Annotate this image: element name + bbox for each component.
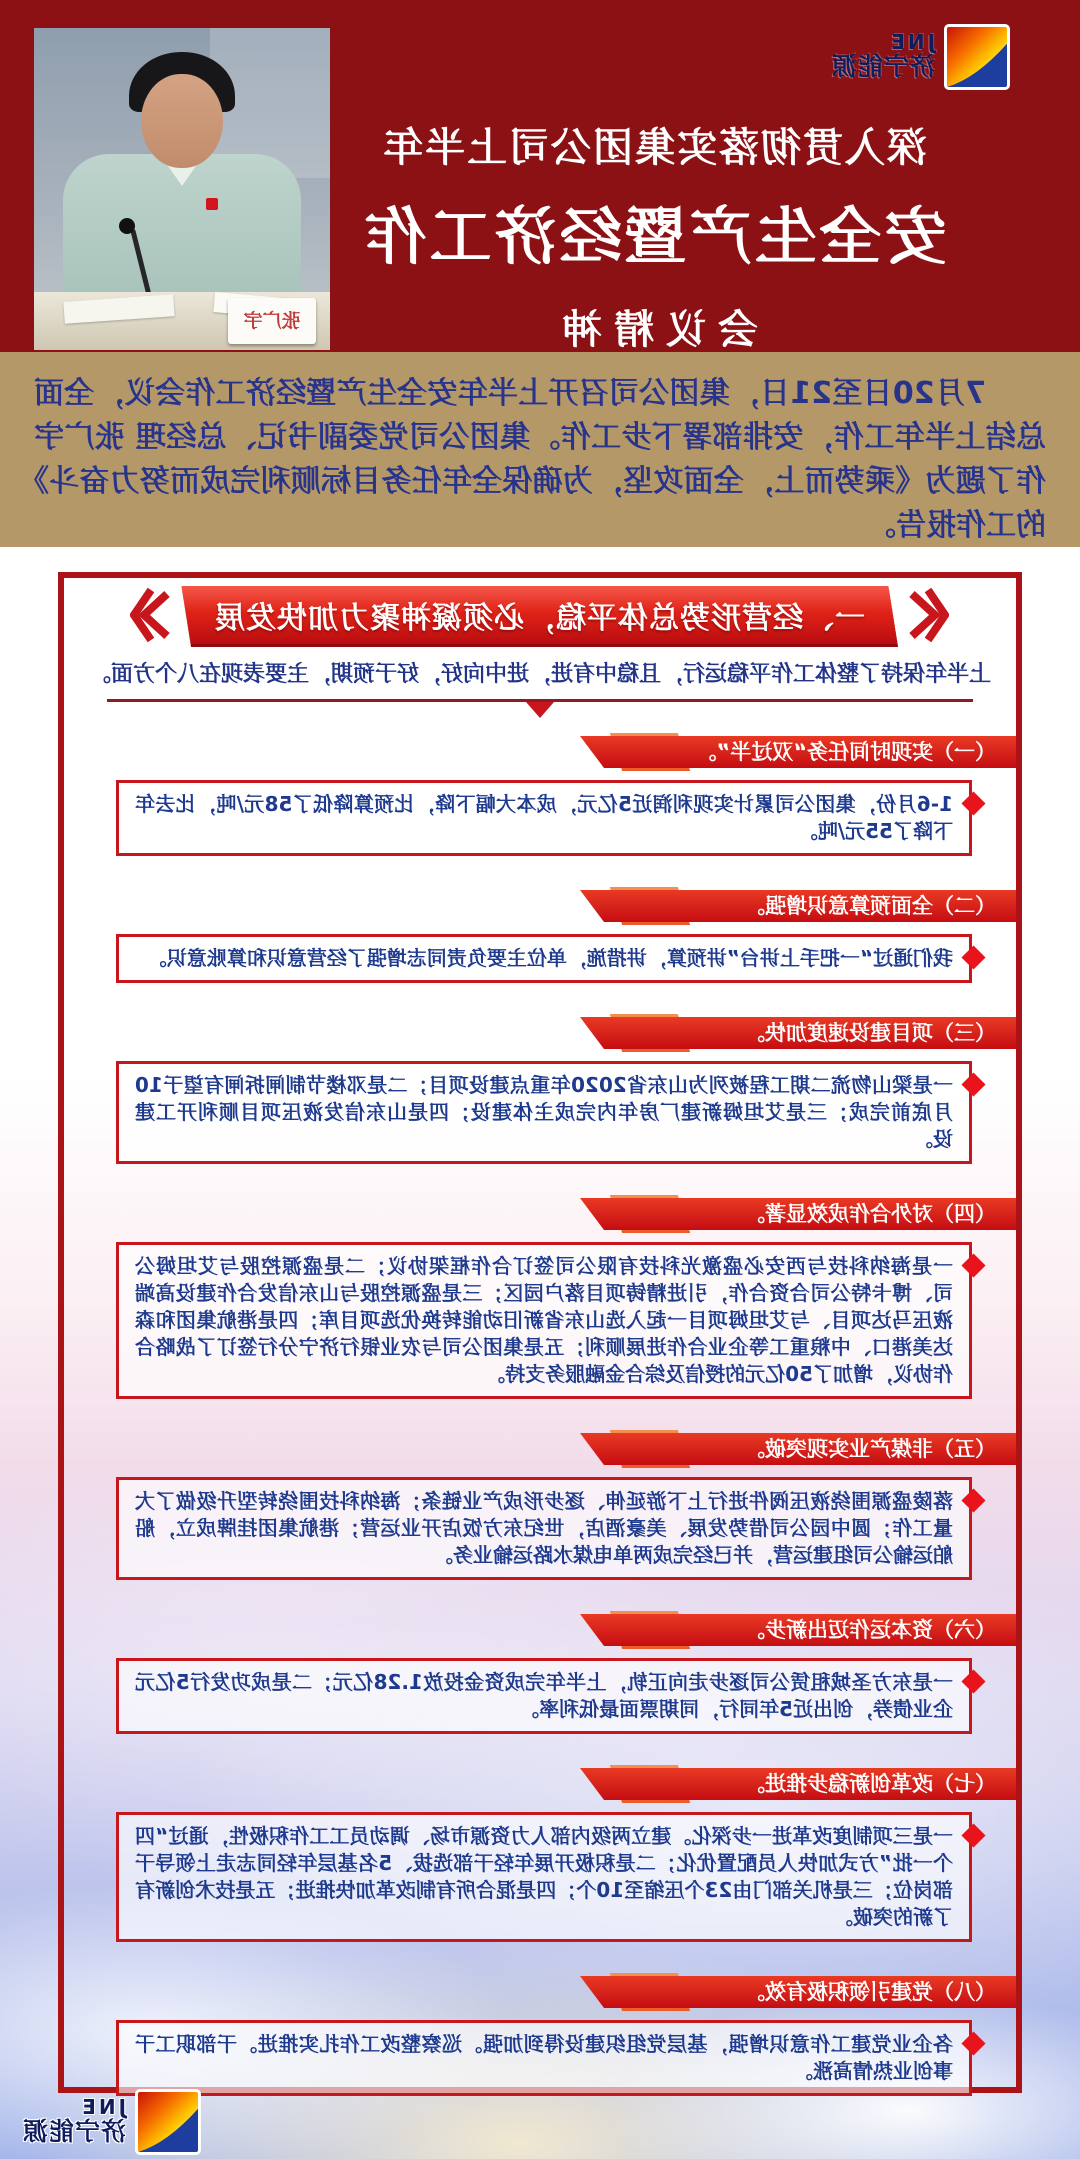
- company-logo-icon: [135, 2089, 201, 2155]
- subsection-heading-ribbon: [580, 1768, 1016, 1800]
- subsection-8: [64, 1976, 1016, 2096]
- right-double-chevron-icon: [131, 586, 171, 644]
- intro-paragraph: 7月20日至21日，集团公司召开上半年安全生产暨经济工作会议，全面总结上半年工作，安排部署下步工作。集团公司党委副书记、总经理 张广宇作了题为《乘势而上，全面攻坚，为确保全年任务目标顺利完成而努力奋斗》的工作报告。: [0, 352, 1080, 547]
- diamond-icon: [961, 1072, 985, 1096]
- subsection-heading-ribbon: [580, 1017, 1016, 1049]
- subsection-7: [64, 1768, 1016, 1942]
- subsection-heading-ribbon: [580, 736, 1016, 768]
- subsection-body: 一是三项制度改革进一步深化。建立两级内部人力资源市场、调动员工工作积极性，通过“四个一批”方式加快人员配置优化；二是积极开展年轻干部选拔、5名基层年轻同志走上领导干部岗位；三是机关部门由23个压缩至10个；四是混合所有制改革加快推进；五是技术创新有了新的突破。: [135, 1824, 953, 1929]
- subsection-body-box: [116, 1061, 972, 1164]
- subsection-heading-ribbon: [580, 1433, 1016, 1465]
- logo-abbr: JNE: [888, 30, 935, 55]
- content-card: [58, 572, 1022, 2093]
- section-subtitle: 上半年保持了整体工作平稳运行，且稳中有进，进中向好，好于预期，主要表现在八个方面。: [89, 662, 992, 687]
- subsection-body-box: [116, 1242, 972, 1399]
- speaker-face: [141, 74, 223, 168]
- subsection-body: 各企业党建工作意识增强，基层党组织建设得到加强。巡察整改工作扎实推进。干部职工干事创业热情高涨。: [135, 2032, 953, 2083]
- subsection-heading: （四）对外合作成效显著。: [744, 1202, 996, 1226]
- company-logo-text: [831, 32, 935, 82]
- section-title: 一、经营形势总体平稳，必须凝神聚力加快发展: [214, 601, 866, 636]
- subsection-4: [64, 1198, 1016, 1399]
- speaker-badge: [206, 198, 218, 210]
- subsection-body-box: [116, 934, 972, 983]
- subsection-heading-ribbon: [580, 1614, 1016, 1646]
- diamond-icon: [961, 2031, 985, 2055]
- logo-abbr: JNE: [79, 2095, 127, 2120]
- subsection-heading: （六）资本运作迈出新步。: [744, 1618, 996, 1642]
- subsection-body: 1-6月份，集团公司累计实现利润近5亿元，成本大幅下降，比预算降低了58元/吨，比去年下降了55元/吨。: [135, 792, 953, 843]
- diamond-icon: [961, 1488, 985, 1512]
- company-logo-top: [831, 24, 1010, 90]
- subsection-body-box: [116, 1812, 972, 1942]
- title-line-1: 深入贯彻落实集团公司上半年: [381, 125, 927, 171]
- subsection-body: 一是海纳科技与西安必盛激光科技有限公司签订合作框架协议；二是盛源控股与艾坦姆公司、博卡特公司合资合作，引进精铸项目落户园区；三是盛源控股与山东信发合作建设高端液压马达项目、与艾坦姆项目一起入选山东省新旧动能转换优选项目库；四是港航集团和森达美港口、中粮重工等企业合作进展顺利；五是集团公司与农业银行济宁分行签订了战略合作协议，增加了50亿元的授信及综合金融服务支持。: [135, 1254, 953, 1386]
- subsection-3: [64, 1017, 1016, 1164]
- subsection-heading-ribbon: [580, 890, 1016, 922]
- diamond-icon: [961, 1823, 985, 1847]
- subsection-body-box: [116, 1658, 972, 1734]
- subsection-heading: （三）项目建设速度加快。: [744, 1021, 996, 1045]
- subsection-body: 我们通过“一把手上讲台”讲预算，讲措施，单位主要负责同志增强了经营意识和算账意识。: [146, 946, 953, 970]
- title-block: [292, 116, 1016, 355]
- logo-name: 济宁能源: [22, 2117, 127, 2147]
- company-logo-icon: [944, 24, 1010, 90]
- subsection-1: [64, 736, 1016, 856]
- subsection-heading: （七）改革创新稳步推进。: [744, 1772, 996, 1796]
- subsection-body-box: [116, 2020, 972, 2096]
- subsection-heading: （二）全面预算意识增强。: [744, 894, 996, 918]
- diamond-icon: [961, 791, 985, 815]
- divider: [107, 699, 973, 702]
- subsection-body-box: [116, 1477, 972, 1580]
- diamond-icon: [961, 1669, 985, 1693]
- subsection-heading: （八）党建引领积极有效。: [744, 1980, 996, 2004]
- company-logo-text: [22, 2097, 126, 2147]
- down-triangle-icon: [526, 702, 554, 718]
- subsection-heading: （一）实现时间任务“双过半”。: [695, 740, 996, 764]
- diamond-icon: [961, 1253, 985, 1277]
- subsection-heading: （五）非煤产业实现突破。: [744, 1437, 996, 1461]
- logo-name: 济宁能源: [830, 52, 935, 82]
- subsection-5: [64, 1433, 1016, 1580]
- subsection-2: [64, 890, 1016, 983]
- subsection-6: [64, 1614, 1016, 1734]
- company-logo-bottom: [22, 2089, 201, 2155]
- section-banner-ribbon: [182, 586, 898, 644]
- section-banner: [64, 586, 1016, 644]
- speaker-name-card: 张广宇: [228, 298, 316, 344]
- subsection-heading-ribbon: [580, 1976, 1016, 2008]
- speaker-photo: [34, 28, 330, 350]
- left-double-chevron-icon: [910, 586, 950, 644]
- diamond-icon: [961, 945, 985, 969]
- title-line-3: 会议精神: [550, 307, 758, 353]
- subsection-body: 一是梁山物流二期工程被列为山东省2020年重点建设项目；二是邓楼节制闸拆闸有望于10月底前完成；三是艾坦姆新建厂房年内完成主体建设；四是山东信发液压项目顺利开工建设。: [135, 1073, 953, 1151]
- microphone-head-icon: [119, 218, 135, 234]
- title-line-2: 安全生产暨经济工作: [361, 200, 947, 273]
- subsection-body: 落陵盛源围绕液压阀件进行上下游延伸、逐步形成产业链条；海纳科技围绕转型升级做了大量工作；圆中园公司借势发展、美豪酒店，世纪东方饭店开业运营；港航集团挂牌成立，船舶运输公司组建运营，并已经完成两单电煤水路运输业务。: [135, 1489, 953, 1567]
- main-area: [0, 547, 1080, 2159]
- subsection-body: 一是东方圣城租赁公司逐步走向正轨，上半年完成资金投放1.28亿元；二是成功发行5亿元企业债券，创出近5年同行，同期票面最低利率。: [135, 1670, 953, 1721]
- header: [0, 0, 1080, 352]
- subsection-body-box: [116, 780, 972, 856]
- subsection-heading-ribbon: [580, 1198, 1016, 1230]
